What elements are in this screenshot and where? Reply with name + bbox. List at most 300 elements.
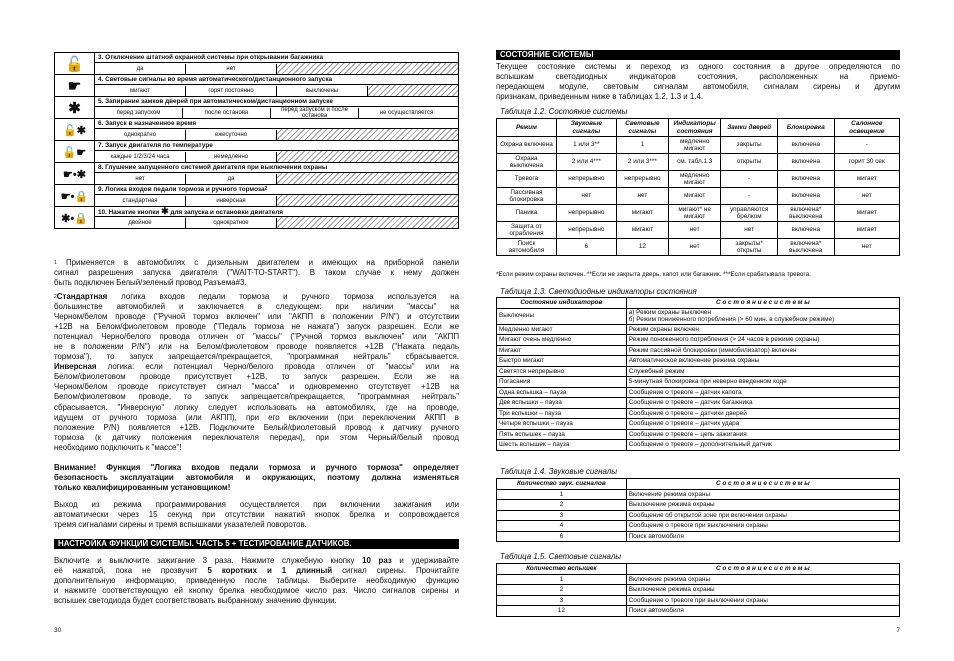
table-cell: Режим охраны включен <box>626 324 899 335</box>
function-icon-cell <box>55 207 95 229</box>
table-cell: 2 <box>497 585 627 596</box>
function-title-text: 3. Отключение штатной охранной системы при открывании багажника <box>98 54 324 61</box>
table-cell: Четыре вспышки – пауза <box>497 419 627 430</box>
text-span: сигнал сирены. Прочитайте <box>332 566 459 576</box>
table-cell: 2 <box>497 500 627 511</box>
table-cell: открыты <box>721 154 778 171</box>
table-cell: Три вспышки – пауза <box>497 408 627 419</box>
table-cell: горит 30 сек <box>834 154 899 171</box>
text-span: сигнал разрешения запуска двигателя ("WAIT-TO-START"). В таком случае к нему должен <box>54 268 459 278</box>
table-row <box>497 440 900 451</box>
text-span: её нажатой, пока не прозвучит <box>54 566 208 576</box>
text-span: тремя сигналами сирены и тремя вспышками указателей поворотов. <box>54 520 307 530</box>
table-row <box>497 574 900 585</box>
table-cell: Защита от ограбления <box>497 222 557 239</box>
text-span: и нажмите соответствующую ей кнопку брелка необходимое число раз. Число сигналов сирены и <box>54 586 459 596</box>
table-cell: - <box>721 171 778 188</box>
table-row <box>497 531 900 542</box>
table-1-4 <box>496 478 900 542</box>
section-title-setup: НАСТРОЙКА ФУНКЦИЙ СИСТЕМЫ. ЧАСТЬ 5 + ТЕСТИРОВАНИЕ ДАТЧИКОВ. <box>54 539 459 549</box>
table-header-row <box>497 119 900 137</box>
column-header: С о с т о я н и е с и с т е м ы <box>626 479 899 490</box>
function-title-text: 5. Запирание замков дверей при автоматическом/дистанционном запуске <box>98 98 333 105</box>
option-value: выключены <box>277 86 368 96</box>
table-row <box>497 489 900 500</box>
text-line <box>54 500 459 510</box>
text-line <box>54 586 459 596</box>
function-row <box>55 185 459 207</box>
text-span: Текущее состояние системы и переход из одного состояния в другое определяются по <box>496 62 900 71</box>
footnote-mark: 1 <box>54 260 57 266</box>
text-bold: 5 коротких и 1 длинный <box>207 566 333 576</box>
hatched-area <box>277 217 458 228</box>
table-cell: нет <box>834 239 899 256</box>
function-icon-cell <box>55 75 95 97</box>
text-span: идущем от ручного тормоза (или АКПП), при его включении (при переключении АКПП в <box>54 412 459 422</box>
table-1-5-caption: Таблица 1.5. Световые сигналы <box>500 552 622 561</box>
column-header: Индикаторы состояния <box>669 119 721 137</box>
table-cell: непрерывно <box>556 171 616 188</box>
table-header-row <box>497 479 900 490</box>
table-cell: включена <box>777 137 834 154</box>
function-row <box>55 53 459 75</box>
text-line <box>54 372 459 382</box>
right-page <box>496 0 900 661</box>
table-cell: Паника <box>497 205 557 222</box>
table-cell: см. табл.1.3 <box>669 154 721 171</box>
asterisk-dot-lock-icon: ✱•🔒 <box>61 212 88 225</box>
text-span: потенциал Черно/белого провода отличен от "массы" ("Ручной тормоз выключен" или "АКПП <box>54 332 459 342</box>
table-row <box>497 308 900 324</box>
text-span: передающем модуле, световым сигналам автомобиля, сигналам сирены и другим <box>496 82 900 92</box>
column-header: Световые сигналы <box>616 119 668 137</box>
table-cell: а) Режим охраны выключен б) Режим пониженного потребления (> 60 мин. в служебном режиме) <box>626 308 899 324</box>
table-cell: Охрана выключена <box>497 154 557 171</box>
text-span: Белом/фиолетовом проводе присутствует +12В, то запуск разрешен. Если же на <box>54 372 459 382</box>
table-cell: Мигают очень медленно <box>497 335 627 346</box>
function-options <box>95 107 458 118</box>
table-row <box>497 521 900 532</box>
function-title-text: 4. Световые сигналы во время автоматического/дистанционного запуска <box>98 76 333 83</box>
text-span: безопасность эксплуатации автомобиля и окружающих, поэтому должна изменяться <box>54 473 459 483</box>
function-title-text: 10. Нажатие кнопки <box>98 209 162 216</box>
text-span: только квалифицированным установщиком! <box>54 483 231 493</box>
table-cell: Тревога <box>497 171 557 188</box>
function-options <box>95 173 458 184</box>
table-cell: 2 или 4*** <box>556 154 616 171</box>
text-line <box>54 362 459 372</box>
text-span: тормоза (к датчику положения переключателя передач), при этом Черный/белый провод <box>54 432 459 442</box>
text-span: Выход из режима программирования осуществляется при включении зажигания или <box>54 500 459 509</box>
table-1-2-caption: Таблица 1.2. Состояние системы <box>500 107 628 116</box>
text-line <box>54 473 459 483</box>
table-cell: Режим пониженного потребления (> 24 часов в режиме охраны) <box>626 335 899 346</box>
text-line <box>54 352 459 362</box>
function-title-text: 8. Глушение запущенного системой двигателя при выключении охраны <box>98 164 328 171</box>
footnote-1 <box>54 258 459 288</box>
table-cell: нет <box>669 239 721 256</box>
table-cell: включена <box>777 171 834 188</box>
function-body <box>95 207 459 229</box>
table-row <box>497 137 900 154</box>
column-header: Блокировка <box>777 119 834 137</box>
table-row <box>497 335 900 346</box>
text-span: необходимо подключить к "массе"! <box>54 442 182 452</box>
column-header: С о с т о я н и е с и с т е м ы <box>626 298 899 309</box>
text-line <box>54 382 459 392</box>
text-line <box>54 342 459 352</box>
text-line <box>54 510 459 520</box>
function-icon-cell <box>55 185 95 207</box>
function-options <box>95 217 458 228</box>
option-value: немедленно <box>186 152 277 162</box>
table-row <box>497 188 900 205</box>
column-header: Салонное освещение <box>834 119 899 137</box>
function-title <box>95 119 458 129</box>
text-line <box>54 433 459 443</box>
table-cell: 6 <box>497 531 627 542</box>
table-row <box>497 154 900 171</box>
function-icon-cell <box>55 97 95 119</box>
option-value: мигают <box>95 86 186 96</box>
table-cell: мигают <box>616 205 668 222</box>
function-title <box>95 163 458 173</box>
text-span: быть подключен Белый/зеленый провод Разъема#3. <box>54 278 247 288</box>
table-cell: закрыты* открыты <box>721 239 778 256</box>
table-cell: Включение режима охраны <box>626 574 899 585</box>
table-cell: Выключение режима охраны <box>626 585 899 596</box>
table-cell: Сообщение о тревоге при выключении охраны <box>626 521 899 532</box>
table-cell: Две вспышки – пауза <box>497 398 627 409</box>
table-row <box>497 595 900 606</box>
lock-asterisk-icon: 🔓✱ <box>63 125 86 137</box>
table-cell: 6 <box>556 239 616 256</box>
page-number-left: 30 <box>54 627 62 634</box>
table-cell: Мигают <box>497 345 627 356</box>
table-cell: включена <box>777 188 834 205</box>
text-line <box>54 403 459 413</box>
column-header: Количество вспышек <box>497 564 627 575</box>
footnote-mark: 2 <box>54 294 57 300</box>
text-line <box>54 258 459 268</box>
table-1-3 <box>496 297 900 451</box>
table-cell: Сообщение о тревоге – датчики дверей <box>626 408 899 419</box>
text-line <box>54 278 459 288</box>
function-title-text: 7. Запуск двигателя по температуре <box>98 142 213 149</box>
hatched-area <box>368 85 458 96</box>
table-cell: Охрана включена <box>497 137 557 154</box>
footnote-mark: 2 <box>264 186 268 192</box>
option-value: нет <box>95 174 186 184</box>
option-value: да <box>95 64 186 74</box>
option-value: перед запуском <box>95 108 183 118</box>
column-header: С о с т о я н и е с и с т е м ы <box>626 564 899 575</box>
hatched-area <box>277 63 458 74</box>
option-value: ежесуточно <box>186 130 277 140</box>
table-row <box>497 429 900 440</box>
table-row <box>497 510 900 521</box>
text-span: Включите и выключите зажигание 3 раза. Нажмите служебную кнопку <box>54 556 363 565</box>
table-cell: Медленно мигают <box>497 324 627 335</box>
text-span: дополнительную информацию, приведенную после таблицы. Выберите необходимую функцию <box>54 576 459 586</box>
warning-text <box>54 463 459 493</box>
table-cell: нет <box>721 222 778 239</box>
text-line <box>54 268 459 278</box>
function-options <box>95 129 458 140</box>
table-row <box>497 205 900 222</box>
text-line <box>54 520 459 530</box>
text-bold: 10 раз <box>362 556 392 565</box>
text-line <box>54 322 459 332</box>
table-row <box>497 408 900 419</box>
section-title-status: СОСТОЯНИЕ СИСТЕМЫ <box>496 50 900 60</box>
table-cell: включена <box>777 154 834 171</box>
text-span: большинстве автомобилей и заключается в следующем: при наличии "массы" на <box>54 302 459 312</box>
table-1-3-caption: Таблица 1.3. Светодиодные индикаторы состояния <box>500 287 697 296</box>
table-cell: Пассивная блокировка <box>497 188 557 205</box>
option-value: не осуществляется <box>379 109 434 116</box>
table-cell: Быстро мигают <box>497 356 627 367</box>
table-cell: 1 <box>616 137 668 154</box>
table-cell: Сообщение о тревоге – датчик капота <box>626 387 899 398</box>
hatched-area <box>277 173 458 184</box>
table-cell: включена* выключена <box>777 239 834 256</box>
option-value: каждые 1/2/3/24 часа <box>95 152 186 162</box>
table-cell: Сообщение об открытой зоне при включении охраны <box>626 510 899 521</box>
option-value: нет <box>186 64 277 74</box>
table-cell: 1 или 3** <box>556 137 616 154</box>
function-title <box>95 141 458 151</box>
table-cell: мигает <box>834 222 899 239</box>
table-1-2-note: *Если режим охраны включен. **Если не закрыта дверь, капот или багажник. ***Если срабатывала тревога. <box>496 271 811 278</box>
table-cell: Сообщение о тревоге – дополнительный датчик <box>626 440 899 451</box>
function-options <box>95 195 458 206</box>
table-cell: 3 <box>497 510 627 521</box>
text-span: Черном/белом проводе присутствует сигнал "масса" и одновременно отсутствует +12В на <box>54 382 459 392</box>
column-header: Звуковые сигналы <box>556 119 616 137</box>
table-cell: Погасания <box>497 377 627 388</box>
option-value: инверсная <box>186 196 277 206</box>
text-span: вспышкам светодиодных индикаторов состояния, расположенных на приемо- <box>496 72 900 82</box>
text-span: Черном/белом проводе ("Ручной тормоз включен" или "АКПП в положении P/N") и отсутствии <box>54 312 459 322</box>
lock-open-icon: 🔓 <box>65 55 84 73</box>
table-row <box>497 377 900 388</box>
function-row <box>55 141 459 163</box>
text-line <box>54 556 459 566</box>
function-row <box>55 75 459 97</box>
table-cell: 5-минутная блокировка при неверно введенном коде <box>626 377 899 388</box>
text-span: тормоза"), то запуск запрещается/прекращается, "программная нейтраль" сбрасывается. <box>54 352 459 362</box>
hatched-area <box>277 151 458 162</box>
function-title <box>95 185 458 195</box>
text-span: логика входов педали тормоза и ручного тормоза используется на <box>107 292 459 301</box>
function-body <box>95 119 459 141</box>
table-cell: нет <box>616 188 668 205</box>
text-span: Применяется в автомобилях с дизельным двигателем и имеющих на приборной панели <box>65 258 459 267</box>
column-header: Состояние индикаторов <box>497 298 627 309</box>
table-cell: Светятся непрерывно <box>497 366 627 377</box>
text-line <box>496 82 900 92</box>
table-header-row <box>497 298 900 309</box>
function-options <box>95 151 458 162</box>
text-span: автоматически через 15 секунд при отсутствии нажатий кнопок брелка и сопровождается <box>54 510 459 520</box>
table-cell: нет <box>834 188 899 205</box>
signal-horn-icon: ☛ <box>67 77 82 95</box>
function-icon-cell <box>55 53 95 75</box>
table-cell: Поиск автомобиля <box>497 239 557 256</box>
table-cell: Сообщение о тревоге – датчик удара <box>626 419 899 430</box>
text-span: и удерживайте <box>391 556 460 565</box>
table-row <box>497 171 900 188</box>
footnote-2 <box>54 292 459 453</box>
function-title <box>95 53 458 63</box>
function-body <box>95 53 459 75</box>
table-cell: включена* выключена <box>777 205 834 222</box>
table-cell: Включение режима охраны <box>626 489 899 500</box>
function-icon-cell <box>55 119 95 141</box>
text-line <box>54 576 459 586</box>
intro-text <box>496 62 900 102</box>
page-number-right: 7 <box>896 627 900 634</box>
function-body <box>95 97 459 119</box>
table-cell: Служебный режим <box>626 366 899 377</box>
function-body <box>95 163 459 185</box>
table-header-row <box>497 564 900 575</box>
table-cell: медленно мигают <box>669 171 721 188</box>
text-span: не в положении P/N") или на Белом/фиолетовом проводе появляется +12В ("Нажата педаль <box>54 342 459 352</box>
table-cell: мигают* не мигают <box>669 205 721 222</box>
asterisk-icon: ✱ <box>68 99 81 117</box>
table-cell: 12 <box>497 606 627 617</box>
table-cell: Сообщение о тревоге при выключении охраны <box>626 595 899 606</box>
table-cell: нет <box>556 188 616 205</box>
table-cell: Одна вспышка – пауза <box>497 387 627 398</box>
column-header: Замки дверей <box>721 119 778 137</box>
text-span: логика: если потенциал Черно/белого провода отличен от "массы" или на <box>96 362 459 372</box>
text-line <box>54 302 459 312</box>
table-cell: Поиск автомобиля <box>626 531 899 542</box>
function-title-text: 6. Запуск в назначенное время <box>98 120 197 127</box>
table-row <box>497 585 900 596</box>
table-cell: - <box>834 137 899 154</box>
table-cell: управляются брелком <box>721 205 778 222</box>
text-line <box>54 566 459 576</box>
table-cell: непрерывно <box>616 171 668 188</box>
functions-table <box>54 52 459 229</box>
function-options <box>95 63 458 74</box>
text-line <box>496 92 900 102</box>
table-cell: нет <box>669 222 721 239</box>
table-row <box>497 239 900 256</box>
table-row <box>497 500 900 511</box>
table-cell: Поиск автомобиля <box>626 606 899 617</box>
function-title <box>95 97 458 107</box>
left-page <box>54 0 459 661</box>
text-line <box>54 483 459 493</box>
function-body <box>95 75 459 97</box>
table-row <box>497 222 900 239</box>
table-1-4-caption: Таблица 1.4. Звуковые сигналы <box>500 467 618 476</box>
table-1-5 <box>496 563 900 617</box>
option-value: однократное <box>186 218 277 228</box>
setup-text <box>54 556 459 606</box>
table-cell: Сообщение о тревоге – датчик багажника <box>626 398 899 409</box>
table-cell: непрерывно <box>556 222 616 239</box>
table-cell: 12 <box>616 239 668 256</box>
table-cell: Шесть вспышек – пауза <box>497 440 627 451</box>
function-options <box>95 85 458 96</box>
table-cell: мигают <box>669 188 721 205</box>
column-header: Режим <box>497 119 557 137</box>
text-line <box>54 292 459 302</box>
table-cell: медленно мигают <box>669 137 721 154</box>
text-line <box>54 312 459 322</box>
table-cell: мигает <box>834 171 899 188</box>
table-cell: Автоматическое включение режима охраны <box>626 356 899 367</box>
table-cell: включена <box>777 222 834 239</box>
function-row <box>55 163 459 185</box>
function-title <box>95 75 458 85</box>
table-cell: - <box>721 188 778 205</box>
function-row <box>55 207 459 229</box>
signal-dot-lock-icon: ☛•🔒 <box>60 191 89 203</box>
table-cell: Выключение режима охраны <box>626 500 899 511</box>
table-row <box>497 606 900 617</box>
function-row <box>55 97 459 119</box>
text-bold: Инверсная <box>54 362 97 372</box>
option-value: да <box>186 174 277 184</box>
table-cell: мигают <box>616 222 668 239</box>
table-1-2 <box>496 118 900 256</box>
function-title <box>95 207 458 217</box>
text-line <box>54 332 459 342</box>
table-cell: Режим пассивной блокировки (иммобилизатор) включен <box>626 345 899 356</box>
option-value: однократно <box>95 130 186 140</box>
text-span: положение P/N) появляется +12В. Подключите Белый/фиолетовый провод к датчику ручного <box>54 422 459 432</box>
text-span: Внимание! Функция "Логика входов педали тормоза и ручного тормоза" определяет <box>54 463 459 472</box>
text-line <box>54 392 459 402</box>
function-row <box>55 119 459 141</box>
function-title-text: 9. Логика входов педали тормоза и ручного тормоза <box>98 186 265 193</box>
table-cell: закрыты <box>721 137 778 154</box>
column-header: Количество звук. сигналов <box>497 479 627 490</box>
table-cell: 1 <box>497 574 627 585</box>
function-body <box>95 185 459 207</box>
text-line <box>54 596 459 606</box>
signal-dot-asterisk-icon: ☛•✱ <box>63 169 86 181</box>
option-value: горят постоянно <box>186 86 277 96</box>
text-line <box>54 413 459 423</box>
option-value: после останова <box>183 108 271 118</box>
function-icon-cell <box>55 141 95 163</box>
text-span: +12В на Белом/фиолетовом проводе ("Педаль тормоза не нажата") запуск разрешен. Если же <box>54 322 459 332</box>
table-row <box>497 398 900 409</box>
table-row <box>497 324 900 335</box>
text-bold: Стандартная <box>56 292 108 301</box>
text-line <box>496 72 900 82</box>
lock-signal-icon: 🔓☛ <box>62 147 87 159</box>
exit-text <box>54 500 459 530</box>
function-title-text: для запуска и остановки двигателя <box>168 209 283 216</box>
asterisk-icon: ✱ <box>161 207 169 216</box>
option-value: стандартная <box>95 196 186 206</box>
table-row <box>497 419 900 430</box>
table-cell: Выключены <box>497 308 627 324</box>
table-cell: мигает <box>834 205 899 222</box>
table-row <box>497 356 900 367</box>
table-row <box>497 345 900 356</box>
hatched-area <box>277 129 458 140</box>
